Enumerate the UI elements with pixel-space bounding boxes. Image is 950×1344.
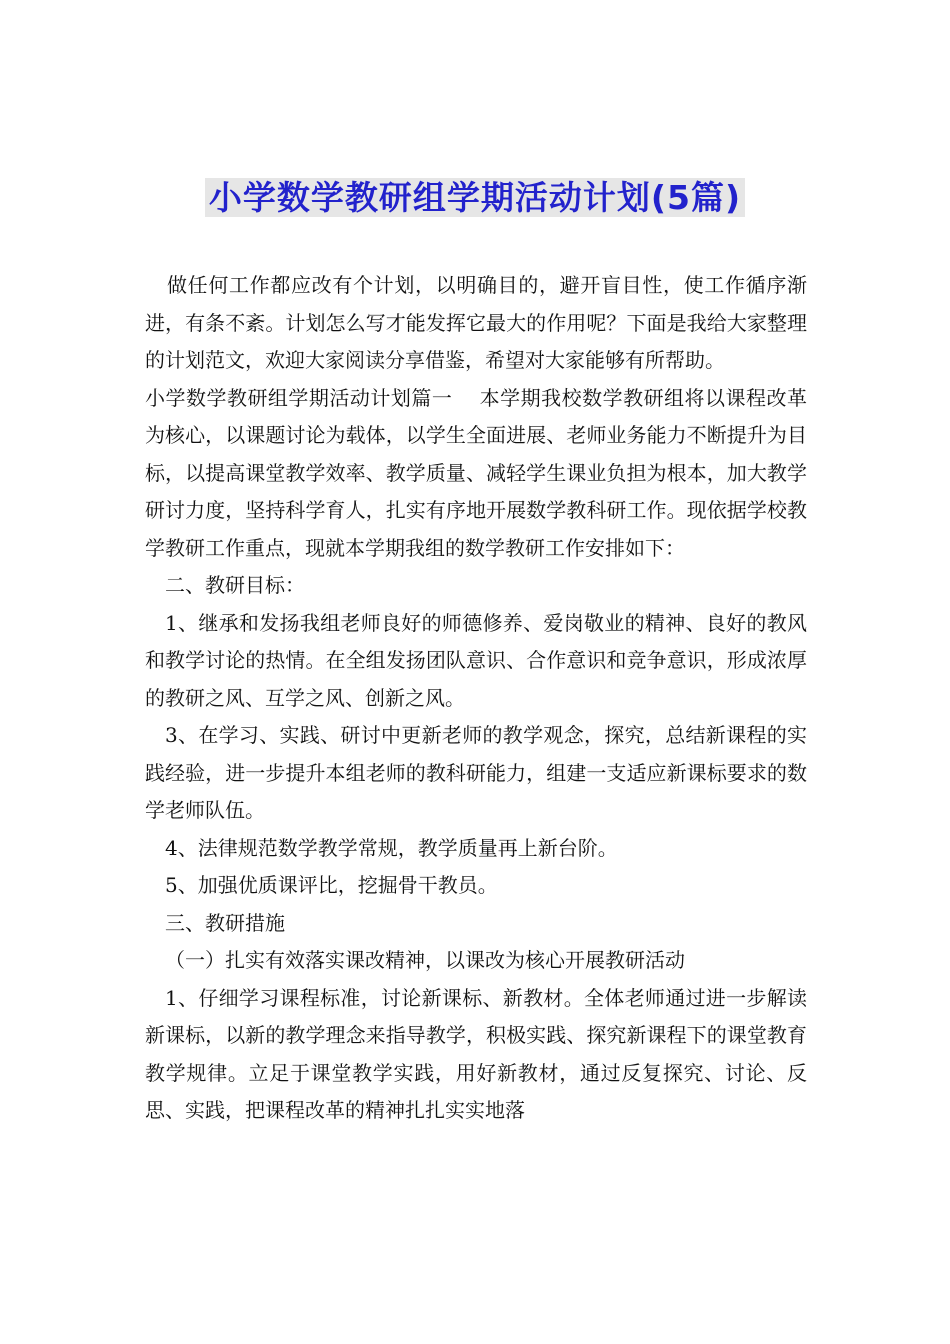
subsection-heading-1: （一）扎实有效落实课改精神，以课改为核心开展教研活动 [165, 948, 685, 972]
section-heading-measures: 三、教研措施 [165, 910, 285, 935]
document-title: 小学数学教研组学期活动计划(5篇) [205, 178, 745, 217]
section-heading-goals: 二、教研目标： [165, 573, 305, 597]
measure-item-1: 1、仔细学习课程标准，讨论新课标、新教材。全体老师通过进一步解读新课标，以新的教学理念来指导教学，积极实践、探究新课程下的课堂教育教学规律。立足于课堂教学实践，用好新教材，通过反复探究、讨论、反思、实践，把课程改革的精神扎扎实实地落 [145, 985, 807, 1122]
goal-item-5: 5、加强优质课评比，挖掘骨干教员。 [165, 873, 498, 897]
goal-item-1: 1、继承和发扬我组老师良好的师德修养、爱岗敬业的精神、良好的教风和教学讨论的热情。在全组发扬团队意识、合作意识和竞争意识，形成浓厚的教研之风、互学之风、创新之风。 [145, 610, 807, 710]
goal-item-3: 3、在学习、实践、研讨中更新老师的教学观念，探究，总结新课程的实践经验，进一步提升本组老师的教科研能力，组建一支适应新课标要求的数学老师队伍。 [145, 723, 807, 822]
document-title-wrapper [0, 172, 950, 224]
goal-item-4: 4、法律规范数学教学常规，教学质量再上新台阶。 [165, 835, 618, 860]
document-body [145, 267, 807, 1130]
section-one-paragraph: 小学数学教研组学期活动计划篇一 本学期我校数学教研组将以课程改革为核心，以课题讨论为载体，以学生全面进展、老师业务能力不断提升为目标，以提高课堂教学效率、教学质量、减轻学生课业负担为根本，加大教学研讨力度，坚持科学育人，扎实有序地开展数学教科研工作。现依据学校教学教研工作重点，现就本学期我组的数学教研工作安排如下： [145, 385, 807, 560]
intro-paragraph: 做任何工作都应改有个计划，以明确目的，避开盲目性，使工作循序渐进，有条不紊。计划怎么写才能发挥它最大的作用呢？下面是我给大家整理的计划范文，欢迎大家阅读分享借鉴，希望对大家能够有所帮助。 [145, 273, 807, 372]
